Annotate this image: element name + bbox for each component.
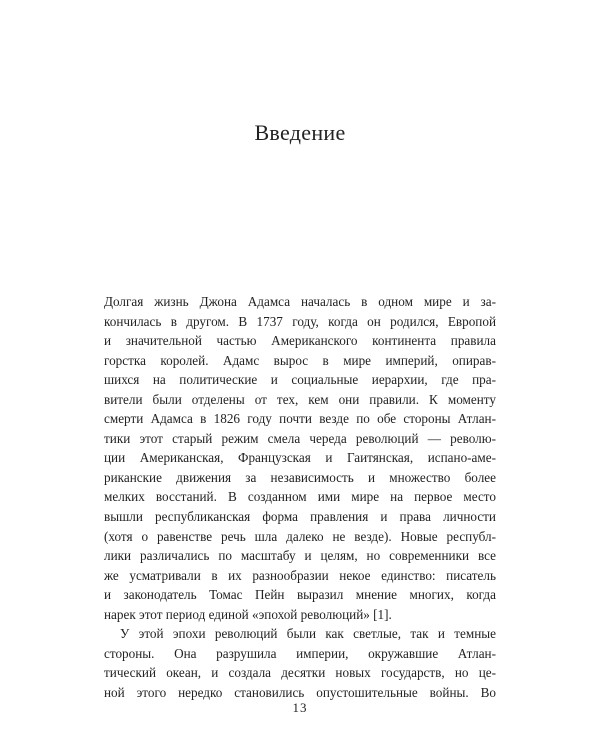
text-line: и законодатель Томас Пейн выразил мнение многих, когда (104, 587, 496, 603)
text-line: шихся на политические и социальные иерархии, где пра- (104, 372, 496, 388)
text-line: и значительной частью Американского континента правила (104, 333, 496, 349)
text-line: вышли республиканская форма правления и права личности (104, 509, 496, 525)
text-line: же усматривали в их разнообразии некое единство: писатель (104, 567, 496, 583)
text-line: У этой эпохи революций были как светлые, так и темные (120, 626, 496, 642)
text-line: смерти Адамса в 1826 году почти везде по обе стороны Атлан- (104, 411, 496, 427)
text-line: риканские движения за независимость и множество более (104, 469, 496, 485)
text-line: тики этот старый режим смела череда революций — револю- (104, 430, 496, 446)
text-line: стороны. Она разрушила империи, окружавшие Атлан- (104, 645, 496, 661)
text-line: лики различались по масштабу и целям, но современники все (104, 548, 496, 564)
paragraph-2 (104, 624, 496, 702)
text-line: тический океан, и создала десятки новых государств, но це- (104, 665, 496, 681)
text-line: (хотя о равенстве речь шла далеко не везде). Новые республ- (104, 528, 496, 544)
text-line: горстка королей. Адамс вырос в мире империй, опирав- (104, 352, 496, 368)
text-line: ции Американская, Французская и Гаитянская, испано-аме- (104, 450, 496, 466)
page-number: 13 (292, 700, 308, 715)
text-line: нарек этот период единой «эпохой революций» [1]. (104, 606, 392, 622)
text-line: кончилась в другом. В 1737 году, когда он родился, Европой (104, 313, 496, 329)
text-line: мелких восстаний. В созданном ими мире на первое место (104, 489, 496, 505)
paragraph-1 (104, 292, 496, 624)
body-text (104, 292, 496, 702)
text-line: Долгая жизнь Джона Адамса началась в одном мире и за- (104, 294, 496, 309)
chapter-title: Введение (254, 120, 346, 145)
text-line: ной этого нередко становились опустошительные войны. Во (104, 684, 496, 700)
text-line: вители были отделены от тех, кем они правили. К моменту (104, 391, 496, 407)
